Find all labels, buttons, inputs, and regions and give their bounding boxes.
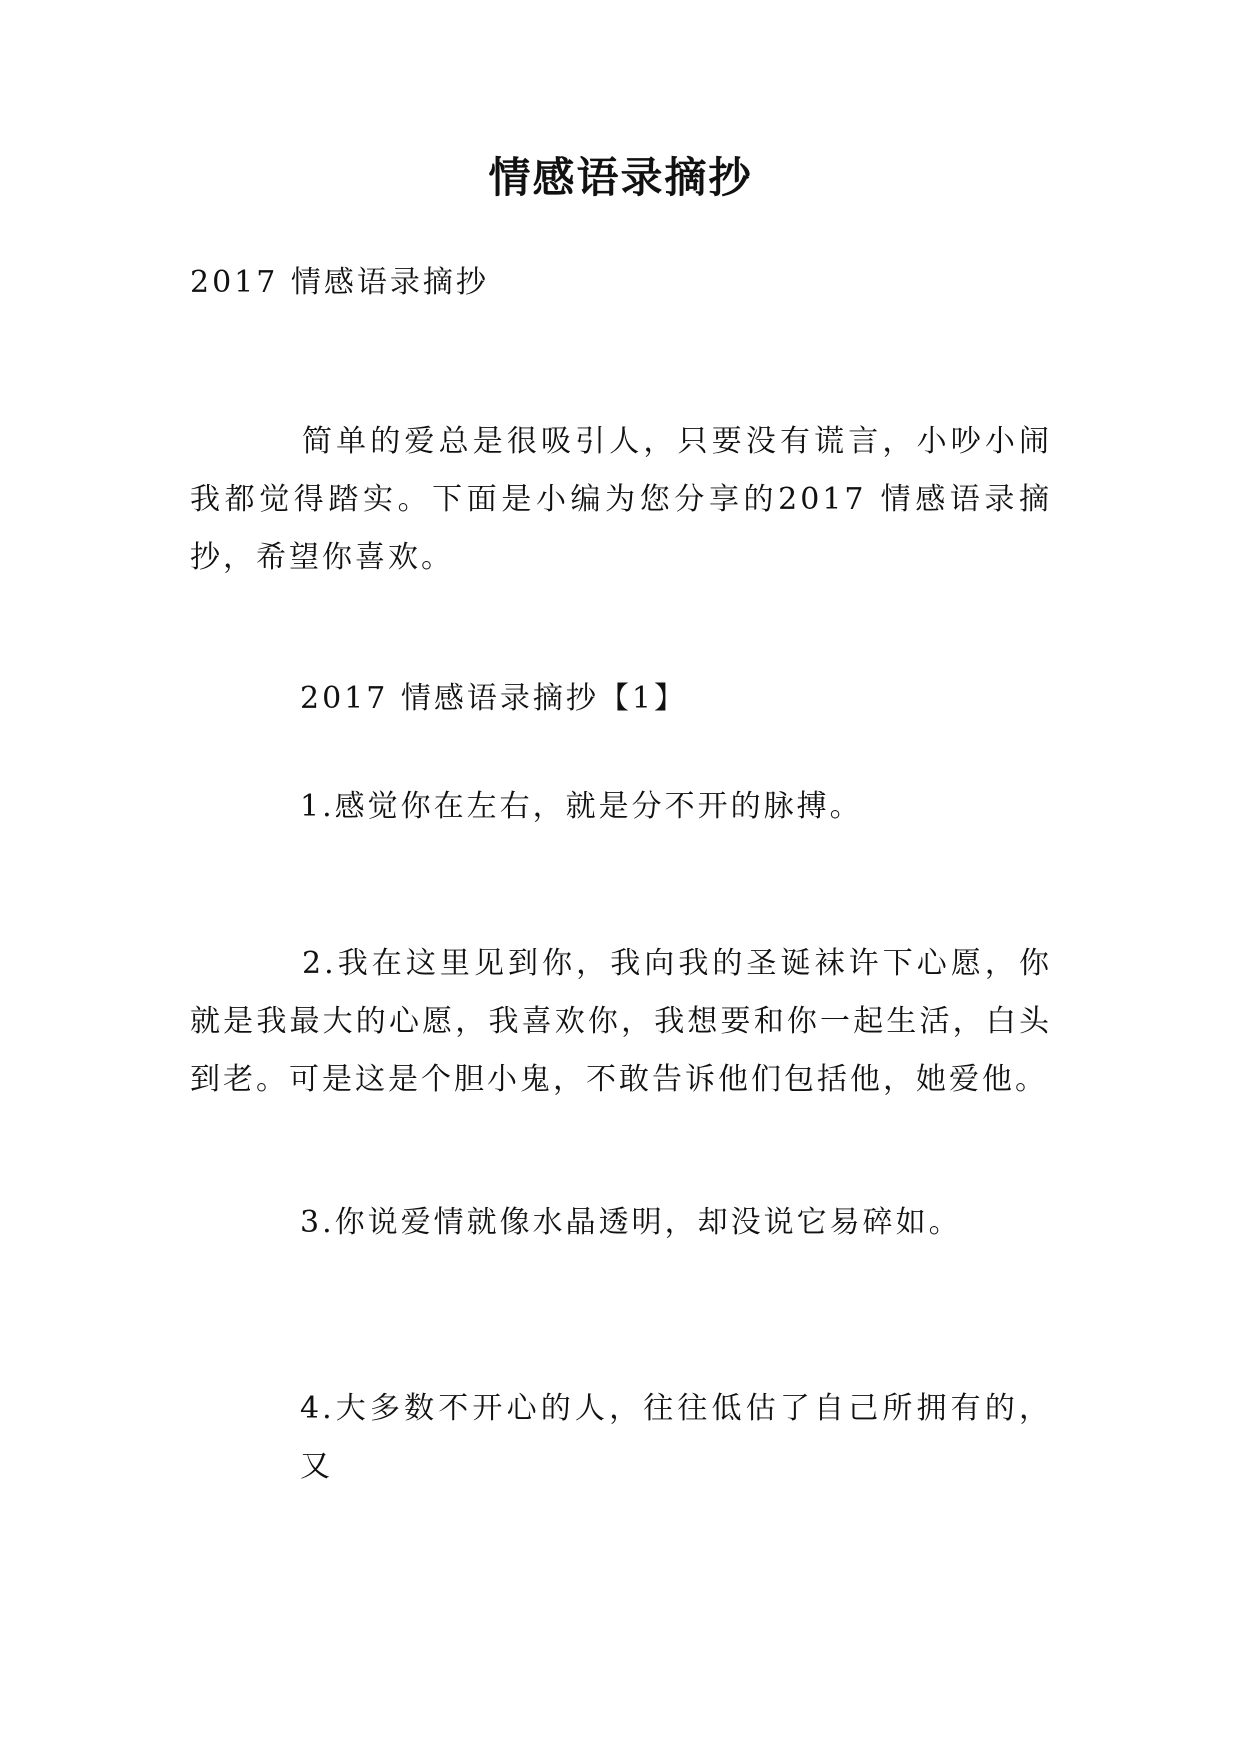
intro-paragraph: 简单的爱总是很吸引人，只要没有谎言，小吵小闹我都觉得踏实。下面是小编为您分享的2017 情感语录摘抄，希望你喜欢。 <box>190 424 1052 575</box>
list-item: 1.感觉你在左右，就是分不开的脉搏。 <box>300 789 863 824</box>
document-title: 情感语录摘抄 <box>488 153 753 202</box>
list-item: 2.我在这里见到你，我向我的圣诞袜许下心愿，你就是我最大的心愿，我喜欢你，我想要和你一起生活，白头到老。可是这是个胆小鬼，不敢告诉他们包括他，她爱他。 <box>190 946 1052 1097</box>
list-item: 4.大多数不开心的人，往往低估了自己所拥有的，又 <box>300 1391 1052 1484</box>
section-heading: 2017 情感语录摘抄【1】 <box>300 681 687 716</box>
list-item: 3.你说爱情就像水晶透明，却没说它易碎如。 <box>300 1205 962 1240</box>
document-subtitle: 2017 情感语录摘抄 <box>190 265 489 300</box>
